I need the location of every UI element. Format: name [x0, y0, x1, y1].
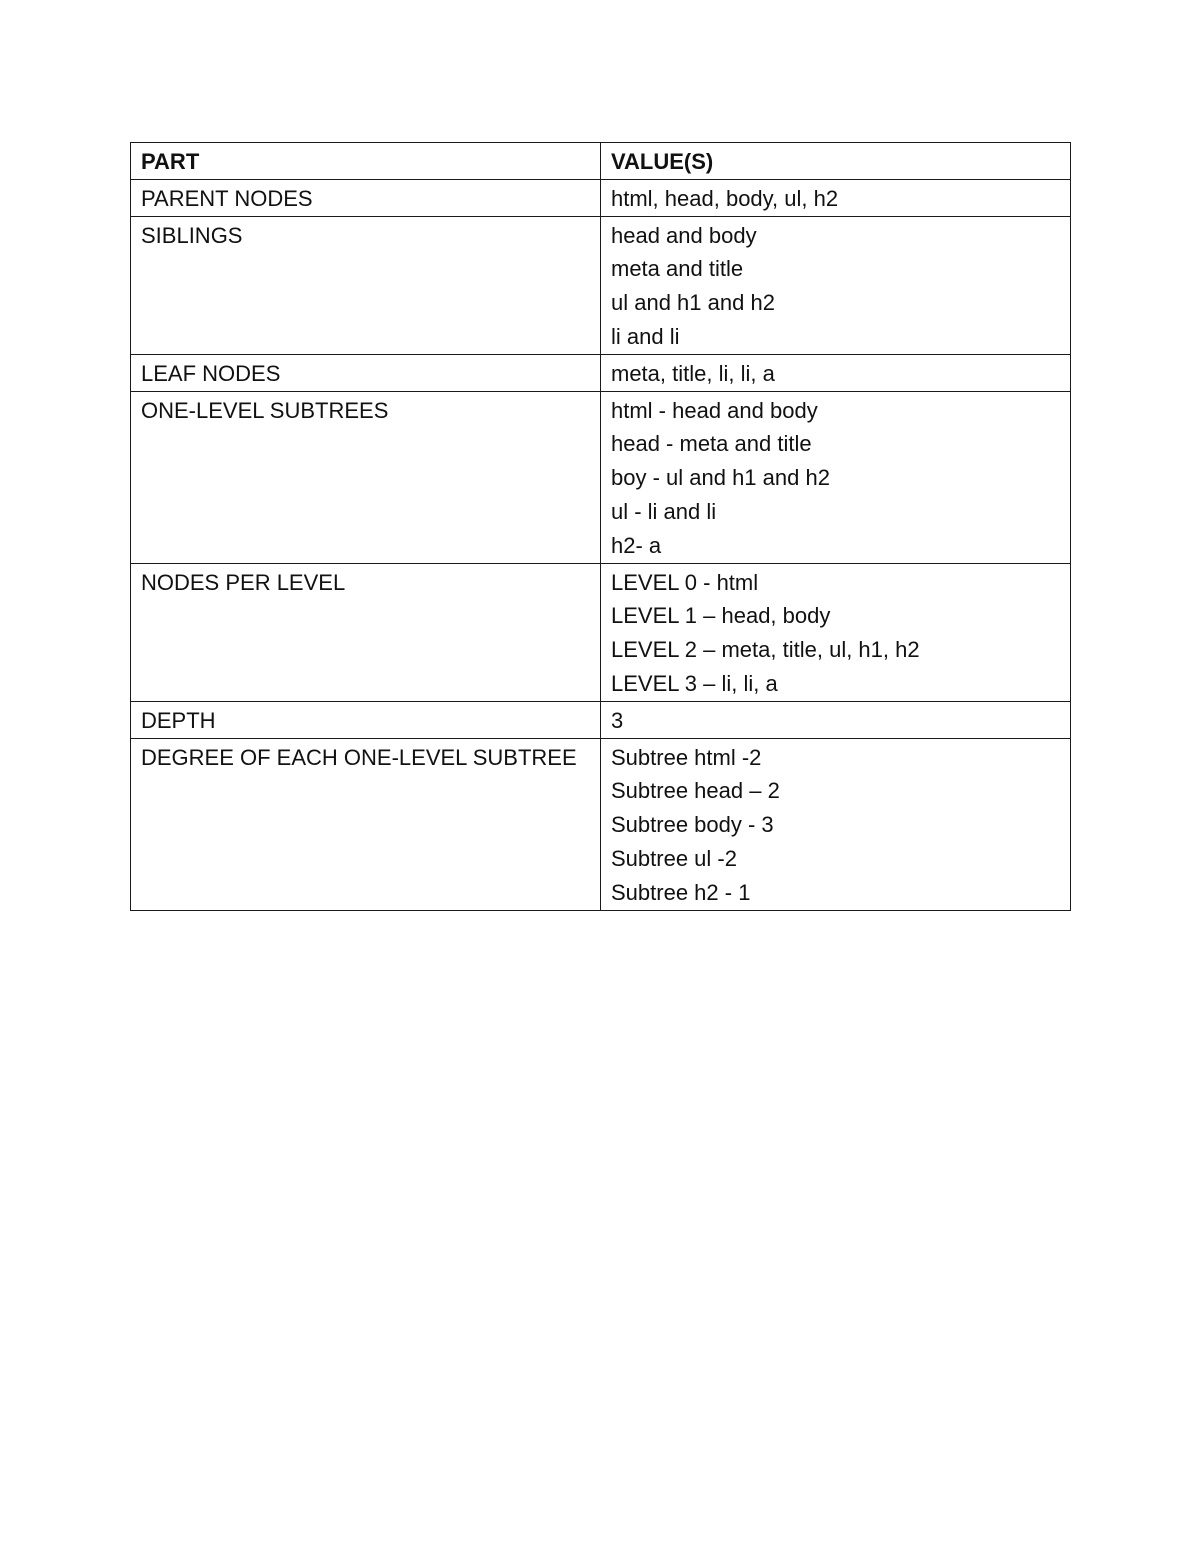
values-cell: [601, 391, 1071, 563]
table-row: [131, 391, 1071, 563]
value-line: head - meta and title: [611, 431, 812, 457]
part-cell: ONE-LEVEL SUBTREES: [131, 391, 601, 563]
table-header-row: [131, 143, 1071, 180]
value-line: LEVEL 1 – head, body: [611, 603, 831, 629]
part-cell: SIBLINGS: [131, 216, 601, 354]
part-cell: DEPTH: [131, 701, 601, 738]
value-line: head and body: [611, 222, 757, 248]
values-cell: [601, 216, 1071, 354]
value-line: Subtree html -2: [611, 744, 762, 770]
value-line: h2- a: [611, 532, 662, 558]
value-line: html, head, body, ul, h2: [611, 185, 839, 211]
value-line: Subtree ul -2: [611, 845, 737, 871]
value-line: Subtree head – 2: [611, 778, 780, 804]
values-cell: [601, 563, 1071, 701]
part-cell: DEGREE OF EACH ONE-LEVEL SUBTREE: [131, 738, 601, 910]
part-cell: PARENT NODES: [131, 179, 601, 216]
header-part: PART: [131, 143, 601, 180]
value-line: ul - li and li: [611, 498, 717, 524]
values-cell: [601, 354, 1071, 391]
value-line: meta, title, li, li, a: [611, 360, 775, 386]
table-row: [131, 354, 1071, 391]
value-line: ul and h1 and h2: [611, 290, 775, 316]
value-line: LEVEL 3 – li, li, a: [611, 670, 778, 696]
table-row: [131, 701, 1071, 738]
value-line: LEVEL 0 - html: [611, 569, 759, 595]
values-cell: [601, 738, 1071, 910]
value-line: boy - ul and h1 and h2: [611, 465, 830, 491]
table-row: [131, 563, 1071, 701]
value-line: html - head and body: [611, 397, 818, 423]
table-row: [131, 216, 1071, 354]
value-line: Subtree body - 3: [611, 812, 774, 838]
value-line: meta and title: [611, 256, 744, 282]
part-cell: NODES PER LEVEL: [131, 563, 601, 701]
value-line: Subtree h2 - 1: [611, 879, 751, 905]
value-line: LEVEL 2 – meta, title, ul, h1, h2: [611, 637, 920, 663]
header-values: VALUE(S): [601, 143, 1071, 180]
values-cell: [601, 179, 1071, 216]
parts-table: [130, 142, 1071, 911]
value-line: 3: [611, 707, 624, 733]
value-line: li and li: [611, 323, 680, 349]
table-row: [131, 179, 1071, 216]
part-cell: LEAF NODES: [131, 354, 601, 391]
table-row: [131, 738, 1071, 910]
values-cell: [601, 701, 1071, 738]
